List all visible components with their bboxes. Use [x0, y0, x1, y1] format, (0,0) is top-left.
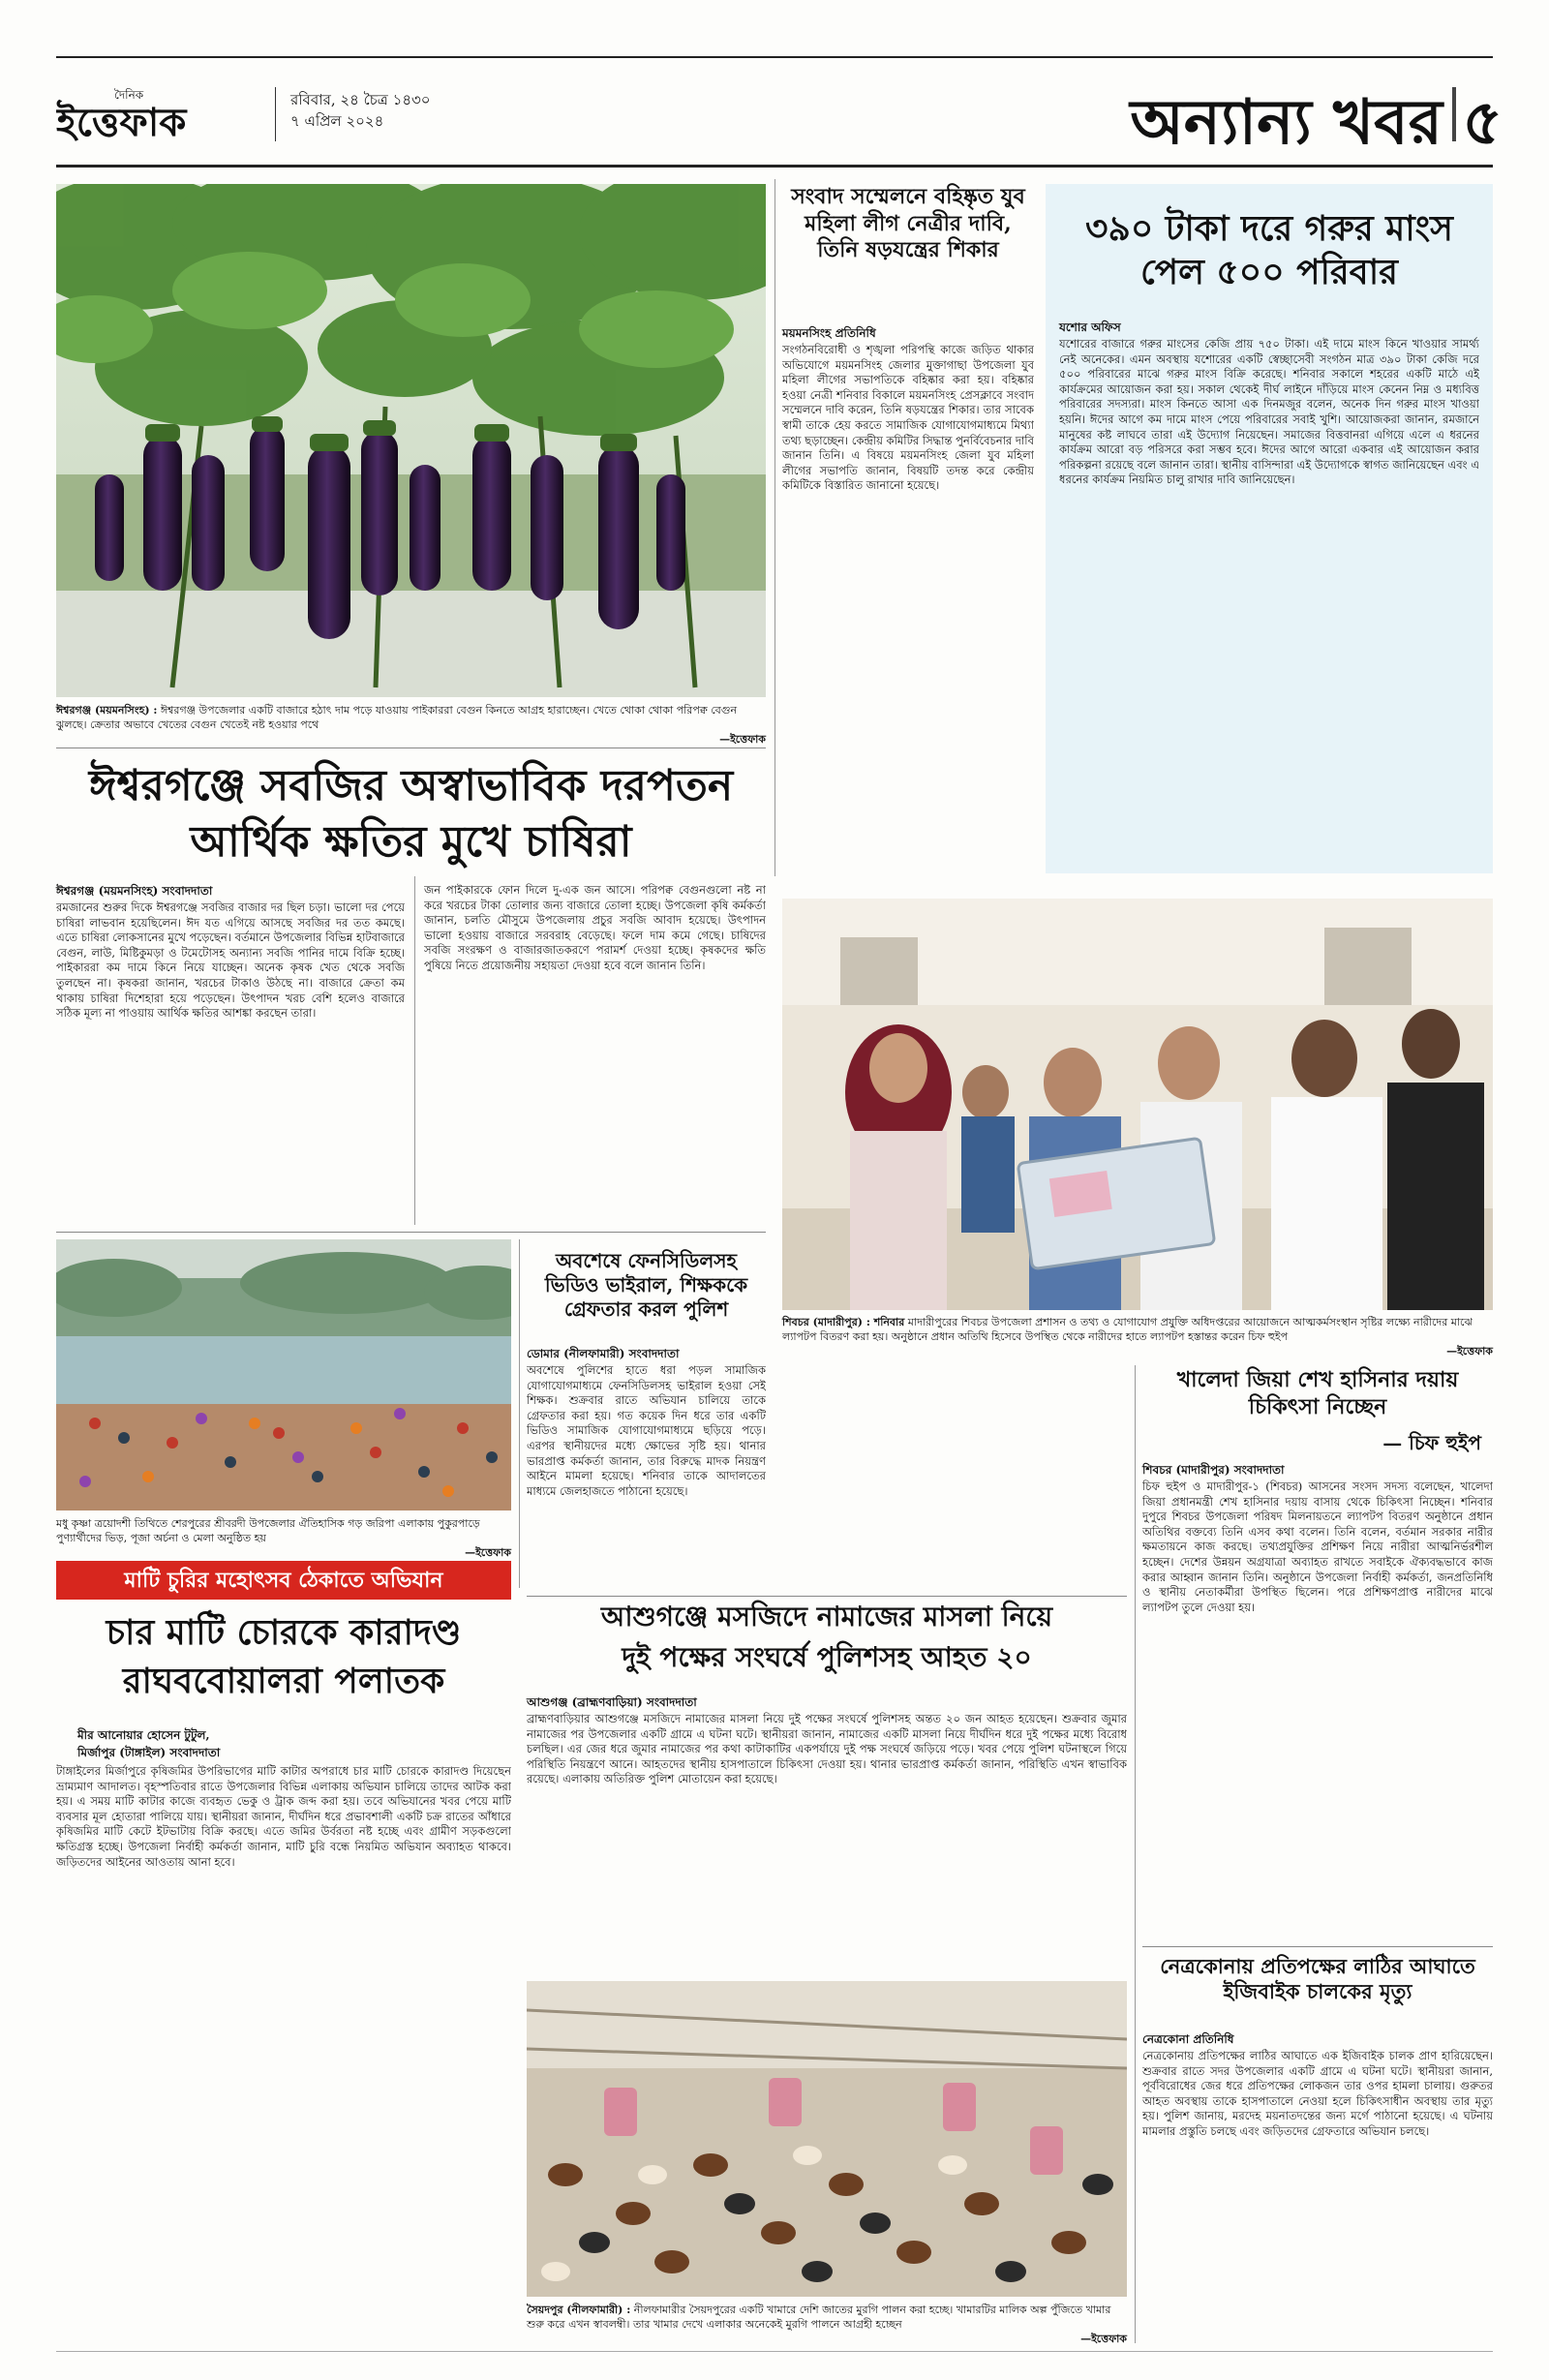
beef-byline: যশোর অফিস	[1059, 320, 1121, 334]
chicken-caption	[527, 2303, 1127, 2346]
jubo-headline: সংবাদ সম্মেলনে বহিষ্কৃত যুব মহিলা লীগ নেত্রীর দাবি, তিনি ষড়যন্ত্রের শিকার	[791, 184, 1025, 262]
chicken-caption-place: সৈয়দপুর (নীলফামারী) :	[527, 2304, 631, 2316]
laptop-caption-place: শিবচর (মাদারীপুর) : শনিবার	[782, 1316, 905, 1328]
eggplant-byline: ঈশ্বরগঞ্জ (ময়মনসিংহ) সংবাদদাতা	[56, 884, 213, 898]
laptop-distribution-photo	[782, 899, 1493, 1310]
khaleda-byline: শিবচর (মাদারীপুর) সংবাদদাতা	[1142, 1463, 1285, 1477]
laptop-caption-credit: —ইত্তেফাক	[1446, 1345, 1493, 1358]
soil-banner: মাটি চুরির মহোৎসব ঠেকাতে অভিযান	[56, 1561, 511, 1600]
eggplant-body-col2: জন পাইকারকে ফোন দিলে দু-এক জন আসে। পরিপক্ব বেগুনগুলো নষ্ট না করে খরচের টাকা তোলার জন্য বাজারে তোলা হচ্ছে। উপজেলা কৃষি কর্মকর্তা জানান, চলতি মৌসুমে উপজেলায় প্রচুর সবজি আবাদ হয়েছে। উৎপাদন ভালো হওয়ায় বাজারে সরবরাহ বেড়েছে। ফলে দাম কমে গেছে। চাষিদের সবজি সংরক্ষণ ও বাজারজাতকরণে পরামর্শ দেওয়া হচ্ছে। কৃষকদের ক্ষতি পুষিয়ে নিতে প্রয়োজনীয় সহায়তা দেওয়া হবে বলে জানান তিনি।	[424, 883, 766, 972]
khaleda-headline: খালেদা জিয়া শেখ হাসিনার দয়ায় চিকিৎসা নিচ্ছেন	[1176, 1367, 1459, 1419]
fair-caption-credit: —ইত্তেফাক	[465, 1546, 511, 1559]
eggplant-caption	[56, 703, 766, 747]
netrokona-headline: নেত্রকোনায় প্রতিপক্ষের লাঠির আঘাতে ইজিবাইক চালকের মৃত্যু	[1160, 1954, 1475, 2004]
teacher-body: অবশেষে পুলিশের হাতে ধরা পড়ল সামাজিক যোগাযোগমাধ্যমে ফেনসিডিলসহ ভাইরাল হওয়া সেই শিক্ষক। শুক্রবার রাতে অভিযান চালিয়ে তাকে গ্রেফতার করা হয়। গত কয়েক দিন ধরে তার একটি ভিডিও সামাজিক যোগাযোগমাধ্যমে ছড়িয়ে পড়ে। এরপর স্থানীয়দের মধ্যে ক্ষোভের সৃষ্টি হয়। থানার ভারপ্রাপ্ত কর্মকর্তা জানান, তার বিরুদ্ধে মাদক নিয়ন্ত্রণ আইনে মামলা হয়েছে। শনিবার তাকে আদালতের মাধ্যমে জেলহাজতে পাঠানো হয়েছে।	[527, 1363, 766, 1498]
eggplant-caption-text: ঈশ্বরগঞ্জ উপজেলার একটি বাজারে হঠাৎ দাম পড়ে যাওয়ায় পাইকাররা বেগুন কিনতে আগ্রহ হারাচ্ছেন। খেতে থোকা থোকা পরিপক্ব বেগুন ঝুলছে। ক্রেতার অভাবে খেতের বেগুন খেতেই নষ্ট হওয়ার পথে	[56, 704, 738, 731]
jubo-body: সংগঠনবিরোধী ও শৃঙ্খলা পরিপন্থি কাজে জড়িত থাকার অভিযোগে ময়মনসিংহ জেলার মুক্তাগাছা উপজেলা যুব মহিলা লীগের সভাপতিকে বহিষ্কার করা হয়। বহিষ্কার হওয়া নেত্রী শনিবার বিকালে ময়মনসিংহ প্রেসক্লাবে সংবাদ সম্মেলনে দাবি করেন, তিনি ষড়যন্ত্রের শিকার। তার সাবেক স্বামী তাকে হেয় করতে সামাজিক যোগাযোগমাধ্যমে মিথ্যা তথ্য ছড়াচ্ছেন। কেন্দ্রীয় কমিটির সিদ্ধান্ত পুনর্বিবেচনার দাবি জানান তিনি। এ বিষয়ে ময়মনসিংহ জেলা যুব মহিলা লীগের সভাপতি জানান, বিষয়টি তদন্ত করে কেন্দ্রীয় কমিটিকে বিস্তারিত জানানো হয়েছে।	[782, 343, 1034, 493]
eggplant-headline-2: আর্থিক ক্ষতির মুখে চাষিরা	[190, 817, 632, 867]
eggplant-caption-credit: —ইত্তেফাক	[719, 733, 766, 746]
teacher-byline: ডোমার (নীলফামারী) সংবাদদাতা	[527, 1347, 680, 1360]
beef-headline: ৩৯০ টাকা দরে গরুর মাংস পেল ৫০০ পরিবার	[1085, 208, 1453, 292]
title-separator	[1452, 87, 1456, 141]
masthead-logo	[56, 85, 271, 141]
page-number: ৫	[1462, 86, 1503, 159]
chicken-caption-text: নীলফামারীর সৈয়দপুরের একটি খামারে দেশি জাতের মুরগি পালন করা হচ্ছে। খামারটির মালিক অল্প পুঁজিতে খামার শুরু করে এখন স্বাবলম্বী। তার খামার দেখে এলাকার অনেকেই মুরগি পালনে আগ্রহী হচ্ছেন	[527, 2304, 1111, 2331]
eggplant-body-col1: রমজানের শুরুর দিকে ঈশ্বরগঞ্জে সবজির বাজার দর ছিল চড়া। ভালো দর পেয়ে চাষিরা লাভবান হয়েছিলেন। ঈদ যত এগিয়ে আসছে সবজির দর তত কমছে। এতে চাষিরা লোকসানের মুখে পড়েছেন। বর্তমানে উপজেলার বিভিন্ন হাটবাজারে বেগুন, লাউ, মিষ্টিকুমড়া ও টমেটোসহ অন্যান্য সবজি পানির দামে বিক্রি হচ্ছে। পাইকাররা কম দামে কিনে নিয়ে যাচ্ছেন। অনেক কৃষক খেত থেকে সবজি তুলছেন না। কৃষকরা জানান, খরচের টাকাও উঠছে না। বাজারে ক্রেতা কম থাকায় চাষিরা দিশেহারা হয়ে পড়েছেন। উৎপাদন খরচ বেশি হলেও বাজারে সঠিক মূল্য না পাওয়ায় আর্থিক ক্ষতির আশঙ্কা করছেন তারা।	[56, 900, 405, 1021]
logo-small-text: দৈনিক	[114, 88, 144, 102]
masthead-date	[290, 89, 431, 132]
khaleda-subhead: — চিফ হুইপ	[1382, 1431, 1481, 1454]
logo-main-text: ইত্তেফাক	[56, 100, 187, 141]
khaleda-body: চিফ হুইপ ও মাদারীপুর-১ (শিবচর) আসনের সংসদ সদস্য বলেছেন, খালেদা জিয়া প্রধানমন্ত্রী শেখ হাসিনার দয়ায় বাসায় থেকে চিকিৎসা নিচ্ছেন। শনিবার দুপুরে শিবচর উপজেলা পরিষদ মিলনায়তনে ল্যাপটপ বিতরণ অনুষ্ঠানে প্রধান অতিথির বক্তব্যে তিনি এসব কথা বলেন। তিনি বলেন, বর্তমান সরকার নারীর ক্ষমতায়নে কাজ করছে। তথ্যপ্রযুক্তির প্রশিক্ষণ নিয়ে নারীরা আত্মনির্ভরশীল হচ্ছেন। দেশের উন্নয়ন অগ্রযাত্রা অব্যাহত রাখতে সবাইকে ঐক্যবদ্ধভাবে কাজ করার আহ্বান জানান তিনি। অনুষ্ঠানে উপজেলা নির্বাহী কর্মকর্তা, জনপ্রতিনিধি ও স্থানীয় নেতাকর্মীরা উপস্থিত ছিলেন। পরে প্রশিক্ষণপ্রাপ্ত নারীদের মাঝে ল্যাপটপ তুলে দেওয়া হয়।	[1142, 1480, 1493, 1614]
netrokona-byline: নেত্রকোনা প্রতিনিধি	[1142, 2032, 1234, 2046]
teacher-headline: অবশেষে ফেনসিডিলসহ ভিডিও ভাইরাল, শিক্ষককে গ্রেফতার করল পুলিশ	[544, 1249, 748, 1321]
mosque-byline: আশুগঞ্জ (ব্রাহ্মণবাড়িয়া) সংবাদদাতা	[527, 1695, 697, 1709]
eggplant-caption-place: ঈশ্বরগঞ্জ (ময়মনসিংহ) :	[56, 704, 158, 717]
soil-headline-1: চার মাটি চোরকে কারাদণ্ড	[106, 1612, 462, 1653]
eggplant-headline-1: ঈশ্বরগঞ্জে সবজির অস্বাভাবিক দরপতন	[88, 761, 734, 810]
soil-body: টাঙ্গাইলের মির্জাপুরে কৃষিজমির উপরিভাগের মাটি কাটার অপরাধে চার মাটি চোরকে কারাদণ্ড দিয়েছেন ভ্রাম্যমাণ আদালত। বৃহস্পতিবার রাতে উপজেলার বিভিন্ন এলাকায় অভিযান চালিয়ে তাদের আটক করা হয়। এ সময় মাটি কাটার কাজে ব্যবহৃত ভেকু ও ট্রাক জব্দ করা হয়। তবে অভিযানের খবর পেয়ে মাটি ব্যবসার মূল হোতারা পালিয়ে যায়। স্থানীয়রা জানান, দীর্ঘদিন ধরে প্রভাবশালী একটি চক্র রাতের আঁধারে কৃষিজমির মাটি কেটে ইটভাটায় বিক্রি করছে। এতে জমির উর্বরতা নষ্ট হচ্ছে এবং গ্রামীণ সড়কগুলো ক্ষতিগ্রস্ত হচ্ছে। উপজেলা নির্বাহী কর্মকর্তা জানান, মাটি চুরি বন্ধে নিয়মিত অভিযান অব্যাহত থাকবে। জড়িতদের আইনের আওতায় আনা হবে।	[56, 1764, 511, 1869]
fair-crowd-photo	[56, 1239, 511, 1510]
netrokona-body: নেত্রকোনায় প্রতিপক্ষের লাঠির আঘাতে এক ইজিবাইক চালক প্রাণ হারিয়েছেন। শুক্রবার রাতে সদর উপজেলার একটি গ্রামে এ ঘটনা ঘটে। স্থানীয়রা জানান, পূর্ববিরোধের জের ধরে প্রতিপক্ষের লোকজন তার ওপর হামলা চালায়। গুরুতর আহত অবস্থায় তাকে হাসপাতালে নেওয়া হলে চিকিৎসাধীন অবস্থায় তার মৃত্যু হয়। পুলিশ জানায়, মরদেহ ময়নাতদন্তের জন্য মর্গে পাঠানো হয়েছে। এ ঘটনায় মামলার প্রস্তুতি চলছে এবং জড়িতদের গ্রেফতারে অভিযান চলছে।	[1142, 2049, 1493, 2138]
fair-caption-text: মধু কৃষ্ণা ত্রয়োদশী তিথিতে শেরপুরের শ্রীবরদী উপজেলার ঐতিহাসিক গড় জরিপা এলাকায় পুকুরপাড়ে পুণ্যার্থীদের ভিড়, পূজা অর্চনা ও মেলা অনুষ্ঠিত হয়	[56, 1517, 480, 1544]
soil-byline-1: মীর আনোয়ার হোসেন টুটুল,	[77, 1728, 210, 1742]
eggplant-photo	[56, 184, 766, 697]
chicken-caption-credit: —ইত্তেফাক	[1080, 2333, 1127, 2345]
fair-caption	[56, 1516, 511, 1560]
mosque-headline-1: আশুগঞ্জে মসজিদে নামাজের মাসলা নিয়ে	[600, 1601, 1053, 1632]
soil-headline-2: রাঘববোয়ালরা পলাতক	[122, 1661, 445, 1701]
soil-byline-2: মির্জাপুর (টাঙ্গাইল) সংবাদদাতা	[77, 1746, 221, 1759]
laptop-caption	[782, 1315, 1493, 1358]
beef-body: যশোরের বাজারে গরুর মাংসের কেজি প্রায় ৭৫০ টাকা। এই দামে মাংস কিনে খাওয়ার সামর্থ্য নেই অনেকের। এমন অবস্থায় যশোরের একটি স্বেচ্ছাসেবী সংগঠন মাত্র ৩৯০ টাকা কেজি দরে ৫০০ পরিবারের মাঝে গরুর মাংস বিক্রি করেছে। শনিবার সকালে শহরের একটি মাঠে এই কার্যক্রমের আয়োজন করা হয়। সকাল থেকেই দীর্ঘ লাইনে দাঁড়িয়ে মাংস কেনেন নিম্ন ও মধ্যবিত্ত পরিবারের সদস্যরা। মাংস কিনতে আসা এক দিনমজুর বলেন, অনেক দিন গরুর মাংস খাওয়া হয়নি। ঈদের আগে কম দামে মাংস পেয়ে পরিবারের সবাই খুশি। আয়োজকরা জানান, রমজানে মানুষের কষ্ট লাঘবে তারা এই উদ্যোগ নিয়েছেন। সমাজের বিত্তবানরা এগিয়ে এলে এ ধরনের কার্যক্রম আরো বড় পরিসরে করা সম্ভব হবে। ঈদের আগে আরো একবার এই আয়োজন করার পরিকল্পনা রয়েছে বলে জানান তারা। স্থানীয় বাসিন্দারা এই উদ্যোগকে স্বাগত জানিয়েছেন এবং এ ধরনের কার্যক্রম নিয়মিত চালু রাখার দাবি জানিয়েছেন।	[1059, 337, 1479, 487]
date-english: ৭ এপ্রিল ২০২৪	[290, 112, 384, 130]
mosque-body: ব্রাহ্মণবাড়িয়ার আশুগঞ্জে মসজিদে নামাজের মাসলা নিয়ে দুই পক্ষের সংঘর্ষে পুলিশসহ অন্তত ২০ জন আহত হয়েছেন। শুক্রবার জুমার নামাজের পর উপজেলার একটি গ্রামে এ ঘটনা ঘটে। স্থানীয়রা জানান, নামাজের একটি মাসলা নিয়ে দীর্ঘদিন ধরে দুই পক্ষের মধ্যে বিরোধ চলছিল। এর জের ধরে জুমার নামাজের পর কথা কাটাকাটির একপর্যায়ে দুই পক্ষ সংঘর্ষে জড়িয়ে পড়ে। খবর পেয়ে পুলিশ ঘটনাস্থলে গিয়ে পরিস্থিতি নিয়ন্ত্রণে আনে। আহতদের স্থানীয় হাসপাতালে চিকিৎসা দেওয়া হয়। থানার ভারপ্রাপ্ত কর্মকর্তা জানান, পরিস্থিতি এখন স্বাভাবিক রয়েছে। এলাকায় অতিরিক্ত পুলিশ মোতায়েন করা হয়েছে।	[527, 1712, 1127, 1786]
laptop-caption-text: মাদারীপুরের শিবচর উপজেলা প্রশাসন ও তথ্য ও যোগাযোগ প্রযুক্তি অধিদপ্তরের আয়োজনে আত্মকর্মসংস্থান সৃষ্টির লক্ষ্যে নারীদের মাঝে ল্যাপটপ বিতরণ করা হয়। অনুষ্ঠানে প্রধান অতিথি হিসেবে উপস্থিত থেকে নারীদের হাতে ল্যাপটপ হস্তান্তর করেন চিফ হুইপ	[782, 1316, 1473, 1343]
chicken-farm-photo	[527, 1981, 1127, 2297]
jubo-byline: ময়মনসিংহ প্রতিনিধি	[782, 326, 876, 340]
date-bangla: রবিবার, ২৪ চৈত্র ১৪৩০	[290, 91, 431, 108]
mosque-headline-2: দুই পক্ষের সংঘর্ষে পুলিশসহ আহত ২০	[622, 1641, 1032, 1673]
section-title: অন্যান্য খবর	[1130, 86, 1443, 159]
